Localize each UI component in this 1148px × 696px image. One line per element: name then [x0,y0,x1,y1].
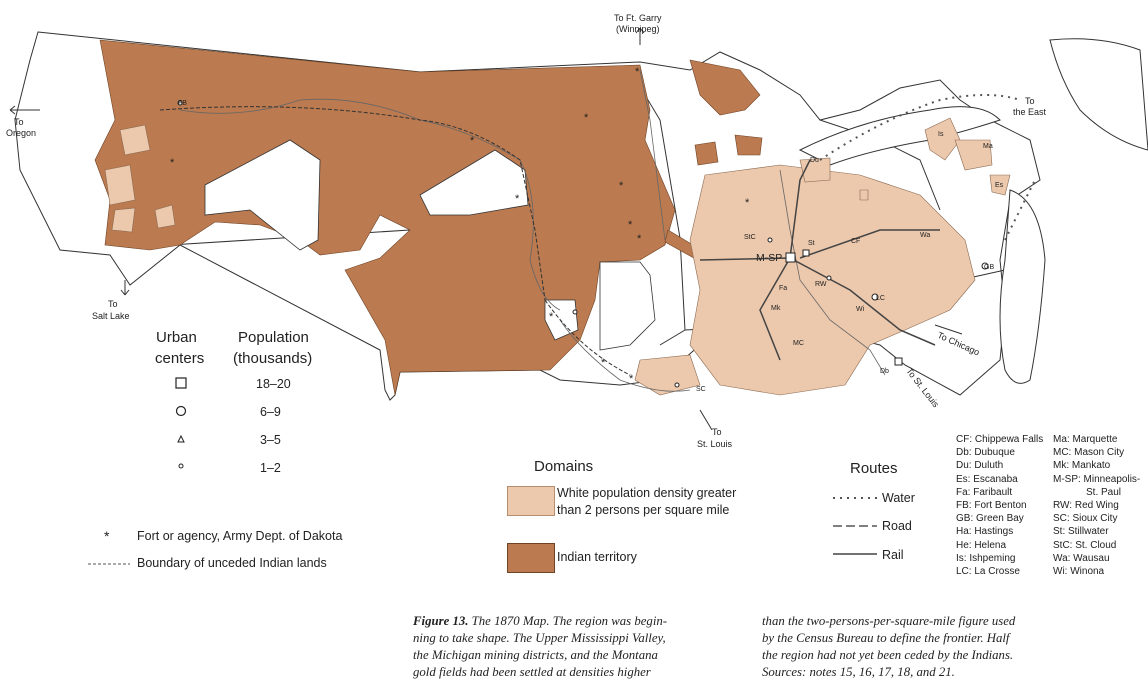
fort-legend-label: Fort or agency, Army Dept. of Dakota [137,529,343,543]
label-to-st-louis-1: To [712,427,722,437]
caption-line: ning to take shape. The Upper Mississippi Valley, [413,631,666,645]
label-fa: Fa [779,285,788,292]
label-wi: Wi [856,306,865,313]
square-symbol-icon [176,378,186,388]
abbreviation-item: M-SP: Minneapolis- [1053,473,1141,485]
abbreviation-item: Du: Duluth [956,460,1004,472]
figure-caption-left [413,613,667,681]
label-to-the-east-2: the East [1013,107,1047,117]
abbreviation-item: StC: St. Cloud [1053,539,1117,551]
caption-line: the region had not yet been ceded by the Indians. [762,648,1014,662]
figure-caption-right [762,613,1015,681]
urban-range-3: 3–5 [260,433,281,447]
abbreviation-item: RW: Red Wing [1053,500,1119,512]
caption-line: gold fields had been settled at densities higher [413,665,651,679]
urban-legend-symbols [172,375,192,475]
abbreviation-item: Is: Ishpeming [956,552,1016,564]
indian-territory-swatch [507,543,555,573]
abbreviation-item: St. Paul [1086,486,1122,498]
abbreviation-item: MC: Mason City [1053,447,1125,459]
boundary-legend-label: Boundary of unceded Indian lands [137,556,327,570]
caption-line: by the Census Bureau to define the frontier. Half [762,631,1010,645]
routes-road-label: Road [882,519,912,533]
label-to-salt-lake-1: To [108,299,118,309]
label-cf: CF [851,238,861,245]
white-density-swatch [507,486,555,516]
abbreviation-item: Fa: Faribault [956,486,1013,498]
abbreviation-item: Es: Escanaba [956,473,1018,485]
domains-legend-title: Domains [534,458,594,475]
svg-text:*: * [635,66,640,78]
label-to-the-east-1: To [1025,96,1035,106]
label-sc: SC [696,386,706,393]
white-density-label-2: than 2 persons per square mile [557,503,730,517]
caption-line: Sources: notes 15, 16, 17, 18, and 21. [762,665,955,679]
triangle-symbol-icon [178,436,184,442]
circle-symbol-icon [177,407,186,416]
population-legend-title-2: (thousands) [233,350,313,367]
label-to-oregon-1: To [14,117,24,127]
caption-line: The 1870 Map. The region was begin- [471,614,668,628]
abbreviation-item: Db: Dubuque [956,447,1015,459]
label-rw: RW [815,281,827,288]
svg-text:*: * [745,197,750,209]
urban-range-4: 1–2 [260,461,281,475]
label-wa: Wa [920,232,931,239]
abbreviation-item: FB: Fort Benton [956,500,1027,512]
label-to-st-louis-2: St. Louis [697,439,733,449]
svg-text:*: * [549,311,554,323]
urban-range-1: 18–20 [256,377,291,391]
abbreviation-item: St: Stillwater [1053,526,1109,538]
svg-text:*: * [629,373,634,385]
indian-territory-label: Indian territory [557,550,637,564]
svg-text:*: * [601,357,606,369]
svg-text:*: * [515,193,520,205]
svg-text:*: * [619,180,624,192]
abbreviation-item: CF: Chippewa Falls [956,434,1044,445]
label-ma: Ma [983,143,993,150]
abbreviation-item: SC: Sioux City [1053,513,1118,525]
fort-legend-icon: * [104,528,110,544]
small-circle-symbol-icon [179,464,183,468]
label-msp: M-SP [756,252,783,264]
label-lc: LC [876,295,885,302]
abbreviation-item: LC: La Crosse [956,566,1020,578]
label-gb: GB [984,264,995,271]
abbreviation-item: Ma: Marquette [1053,434,1118,445]
label-winnipeg: (Winnipeg) [616,24,660,34]
routes-legend-lines [831,490,881,570]
routes-water-label: Water [882,491,915,505]
abbreviation-item: Mk: Mankato [1053,460,1111,472]
caption-line: the Michigan mining districts, and the Montana [413,648,658,662]
abbreviation-list-right [1053,433,1140,578]
svg-text:*: * [637,233,642,245]
boundary-legend-line [88,561,130,567]
svg-text:*: * [470,135,475,147]
abbreviation-item: Wa: Wausau [1053,552,1110,564]
urban-range-2: 6–9 [260,405,281,419]
label-to-ft-garry: To Ft. Garry [614,13,662,23]
routes-legend-title: Routes [850,460,898,477]
abbreviation-item: GB: Green Bay [956,513,1024,525]
label-to-chicago: To Chicago [935,330,982,358]
label-du: Du [810,157,819,164]
urban-legend-title-1: Urban [156,329,197,346]
label-to-st-louis-river: To St. Louis [904,366,941,410]
label-stc: StC [744,234,756,241]
label-to-salt-lake-2: Salt Lake [92,311,130,321]
label-mc: MC [793,340,804,347]
population-legend-title-1: Population [238,329,309,346]
label-mk: Mk [771,305,781,312]
white-density-label-1: White population density greater [557,486,737,500]
abbreviation-list-left [956,433,1043,578]
label-st: St [808,240,815,247]
urban-legend-title-2: centers [155,350,205,367]
label-to-oregon-2: Oregon [6,128,37,138]
label-is: Is [938,131,944,138]
abbreviation-item: Wi: Winona [1053,566,1105,578]
routes-rail-label: Rail [882,548,904,562]
label-db: Db [880,368,889,375]
abbreviation-item: He: Helena [956,539,1007,551]
svg-text:*: * [170,157,175,169]
svg-text:*: * [628,219,633,231]
label-es: Es [995,182,1004,189]
svg-text:*: * [584,112,589,124]
caption-line: than the two-persons-per-square-mile figure used [762,614,1016,628]
figure-number: Figure 13. [413,614,469,628]
label-fb: FB [178,100,187,107]
abbreviation-item: Ha: Hastings [956,526,1014,538]
